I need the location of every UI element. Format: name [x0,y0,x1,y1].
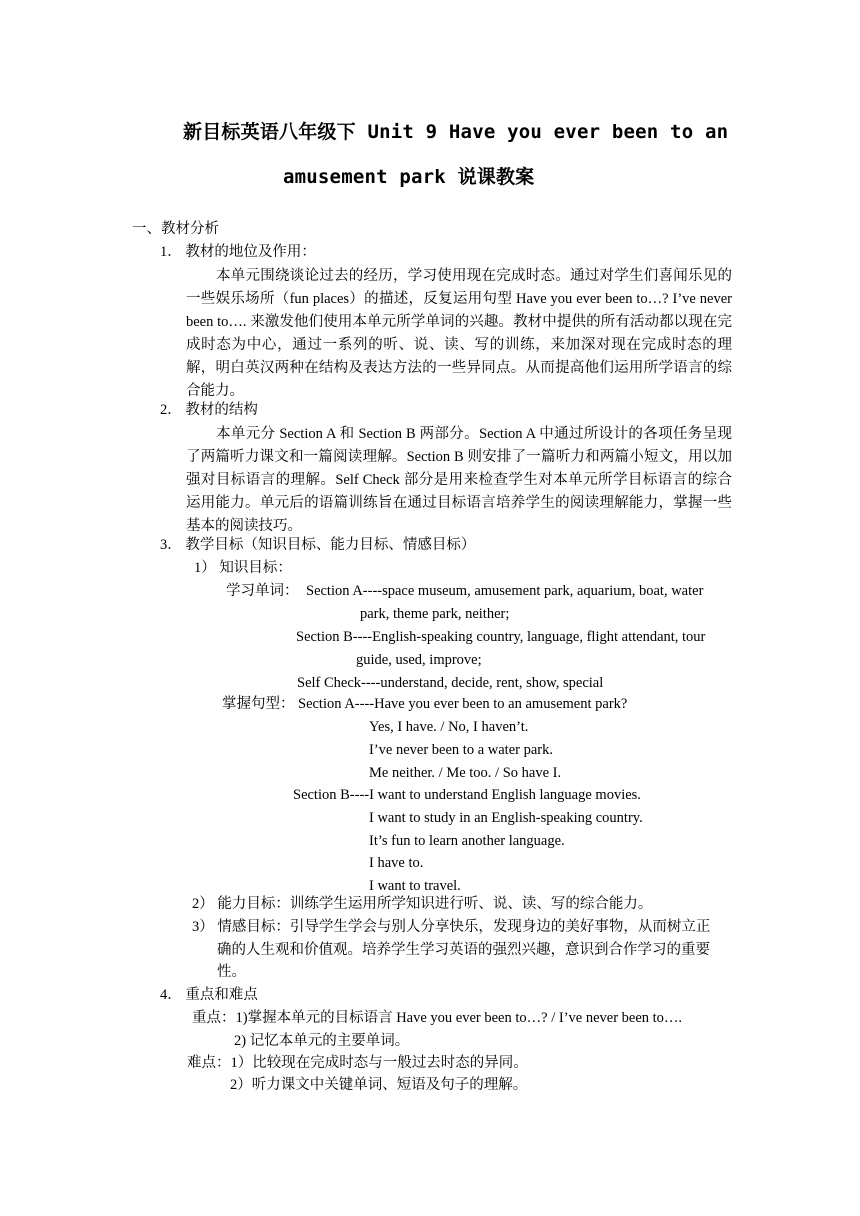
difficulty-2: 2）听力课文中关键单词、短语及句子的理解。 [230,1077,528,1093]
vocab-section-b-line1: Section B----English-speaking country, language, flight attendant, tour [296,629,706,645]
item4-heading: 4． 重点和难点 [160,987,258,1003]
vocab-section-a-line2: park, theme park, neither; [360,606,510,622]
sentence-a-1: Section A----Have you ever been to an amusement park? [298,696,628,712]
vocab-section-b-line2: guide, used, improve; [356,652,482,668]
sentence-a-3: I’ve never been to a water park. [369,742,553,758]
key-point-1: 重点：1)掌握本单元的目标语言 Have you ever been to…? / I’ve never been to…. [192,1010,683,1026]
item3-heading: 3． 教学目标（知识目标、能力目标、情感目标） [160,537,476,553]
vocab-self-check: Self Check----understand, decide, rent, show, special [297,675,604,691]
vocab-section-a-line1: Section A----space museum, amusement park, aquarium, boat, water [306,583,704,599]
sentence-label: 掌握句型： [222,696,295,712]
item2-paragraph: 本单元分 Section A 和 Section B 两部分。Section A 中通过所设计的各项任务呈现了两篇听力课文和一篇阅读理解。Section B 则安排了一篇听力和两篇小短文，用以加强对目标语言的理解。Self Check 部分是用来检查学生对本单元所学目标语言的综合运用能力。单元后的语篇训练旨在通过目标语言培养学生的阅读理解能力，掌握一些基本的阅读技巧。 [186,426,732,534]
emotion-goal-line2: 确的人生观和价值观。培养学生学习英语的强烈兴趣，意识到合作学习的重要 [217,942,710,958]
sentence-b-4: I have to. [369,855,424,871]
sentence-b-1: Section B----I want to understand English language movies. [293,787,641,803]
key-point-2: 2) 记忆本单元的主要单词。 [234,1033,410,1049]
emotion-goal-line1: 3） 情感目标：引导学生学会与别人分享快乐，发现身边的美好事物，从而树立正 [192,919,711,935]
sentence-a-2: Yes, I have. / No, I haven’t. [369,719,529,735]
section-heading: 一、教材分析 [132,221,219,237]
sentence-b-5: I want to travel. [369,878,461,894]
knowledge-goal-heading: 1） 知识目标： [194,560,292,576]
vocab-label: 学习单词： [226,583,299,599]
emotion-goal-line3: 性。 [217,964,246,980]
sentence-a-4: Me neither. / Me too. / So have I. [369,765,562,781]
document-title-line2: amusement park 说课教案 [283,166,535,188]
item1-paragraph: 本单元围绕谈论过去的经历，学习使用现在完成时态。通过对学生们喜闻乐见的一些娱乐场所（fun places）的描述，反复运用句型 Have you ever been to…? I’ve never been to…. 来激发他们使用本单元所学单词的兴趣。教材中提供的所有活动都以现在完成时态为中心，通过一系列的听、说、读、写的训练，来加深对现在完成时态的理解，明白英汉两种在结构及表达方法的一些异同点。从而提高他们运用所学语言的综合能力。 [186,268,732,399]
sentence-b-2: I want to study in an English-speaking country. [369,810,643,826]
item1-heading: 1． 教材的地位及作用： [160,244,316,260]
difficulty-1: 难点：1）比较现在完成时态与一般过去时态的异同。 [187,1055,528,1071]
document-title-line1: 新目标英语八年级下 Unit 9 Have you ever been to an [183,121,729,143]
sentence-b-3: It’s fun to learn another language. [369,833,565,849]
ability-goal: 2） 能力目标：训练学生运用所学知识进行听、说、读、写的综合能力。 [192,896,653,912]
item2-heading: 2． 教材的结构 [160,402,258,418]
